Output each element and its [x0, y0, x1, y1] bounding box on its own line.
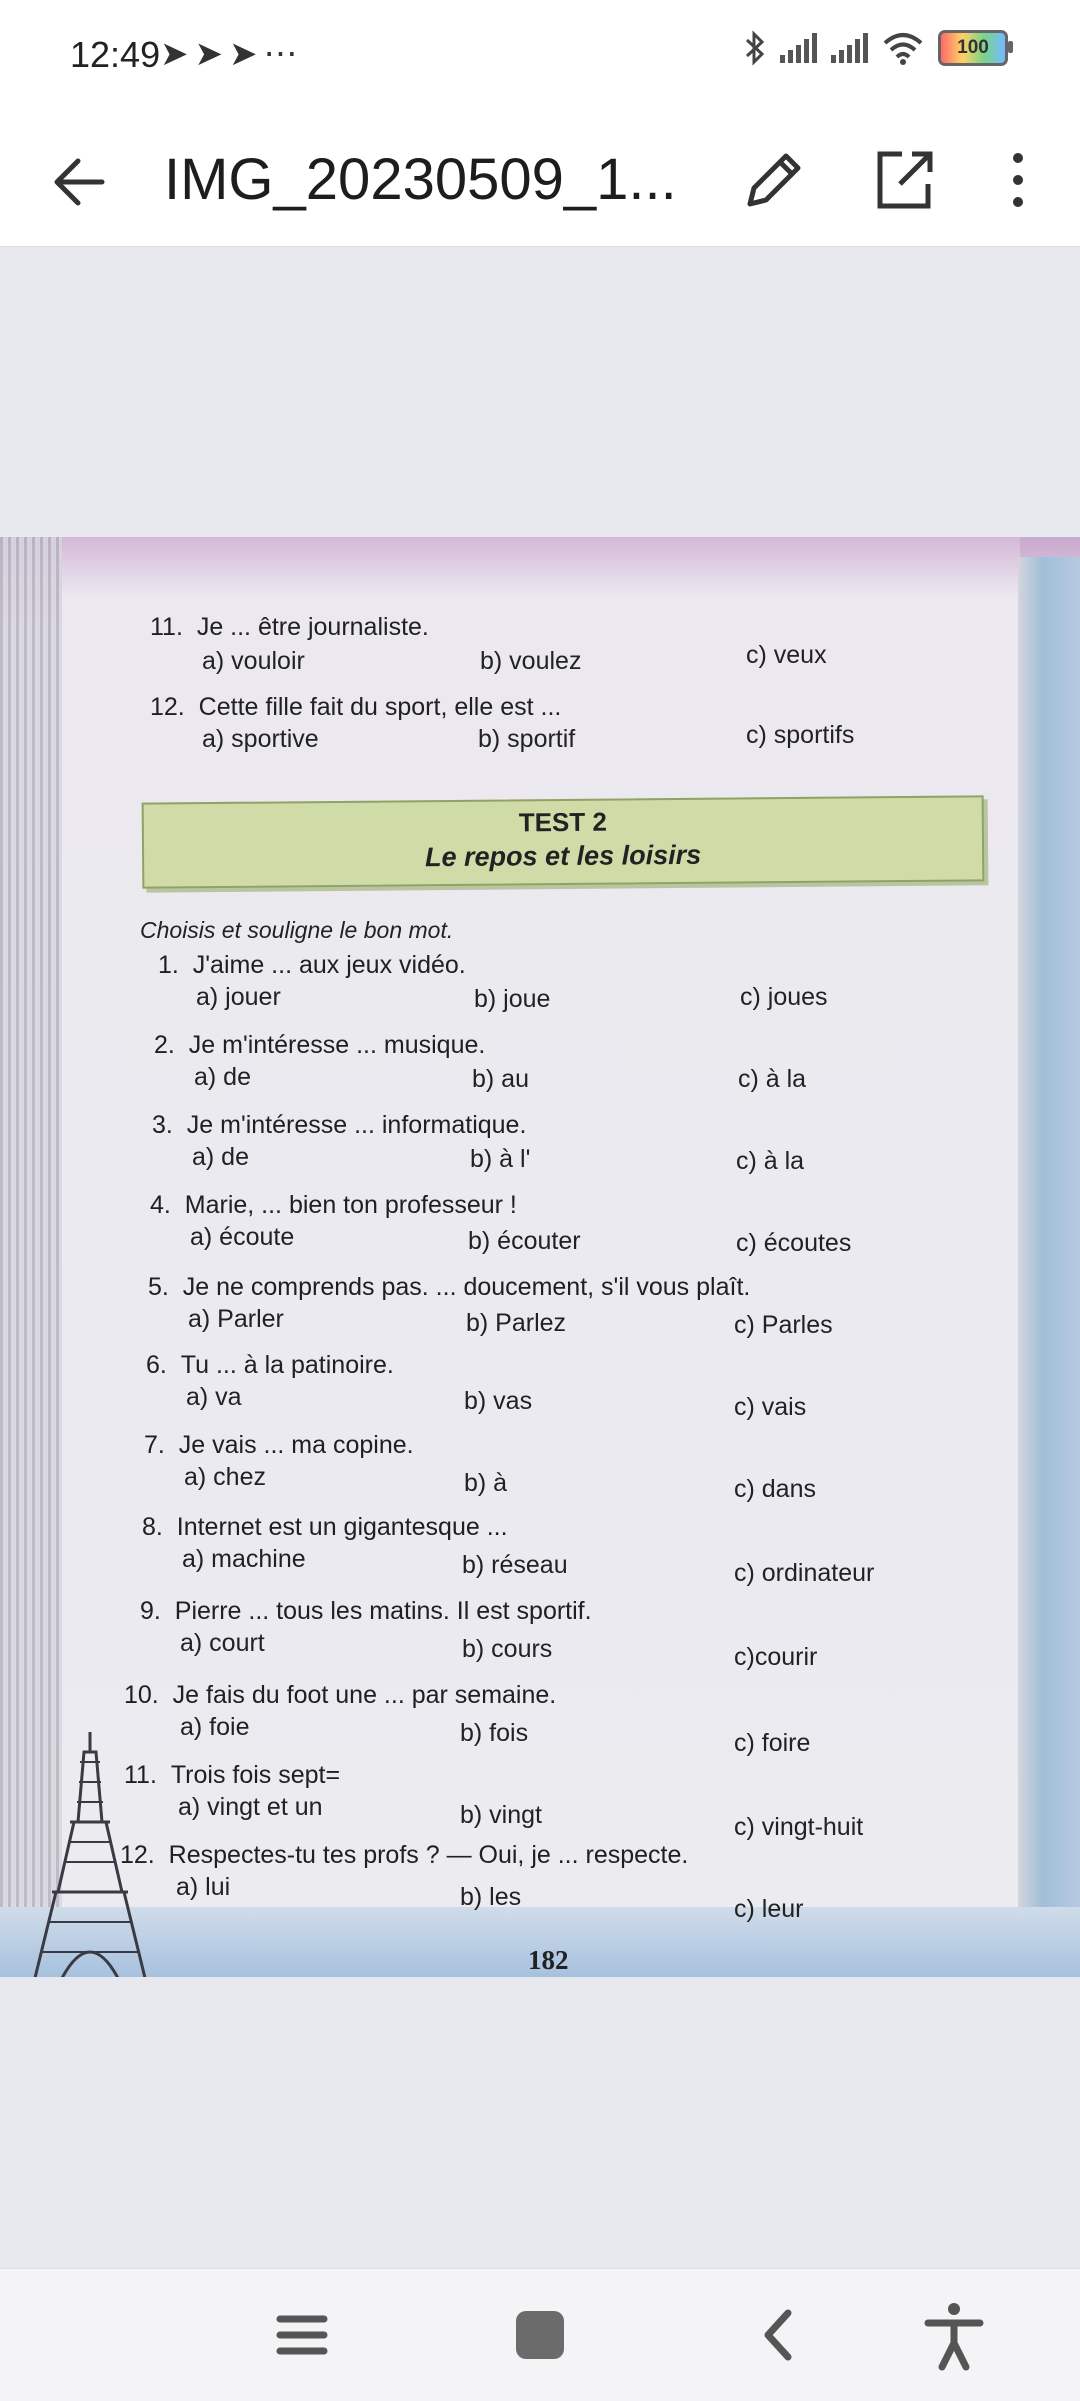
- open-external-button[interactable]: [868, 142, 940, 218]
- option-b: b) écouter: [468, 1227, 581, 1255]
- book-next-page-edge: [1018, 557, 1080, 1977]
- arrow-back-icon: [44, 146, 116, 218]
- option-a: a) jouer: [196, 983, 281, 1011]
- option-a: a) sportive: [202, 725, 319, 753]
- option-b: b) cours: [462, 1635, 553, 1663]
- eiffel-tower-illustration: [30, 1732, 150, 1977]
- wifi-icon: [882, 31, 924, 65]
- option-c: c) sportifs: [746, 721, 855, 749]
- telegram-icon: ➤: [160, 35, 195, 73]
- option-c: c) à la: [736, 1147, 805, 1175]
- telegram-icon: ➤: [229, 35, 264, 73]
- option-a: a) écoute: [190, 1223, 295, 1251]
- question-12: 12. Respectes-tu tes profs ? — Oui, je ... respecte.: [120, 1841, 689, 1869]
- option-a: a) vouloir: [202, 647, 305, 675]
- question-8: 8. Internet est un gigantesque ...: [142, 1513, 508, 1541]
- test-header-box: [142, 795, 985, 888]
- back-nav-button[interactable]: [738, 2295, 818, 2375]
- option-c: c) vingt-huit: [734, 1813, 864, 1841]
- option-c: c)courir: [734, 1643, 818, 1671]
- option-b: b) réseau: [462, 1551, 568, 1579]
- option-c: c) dans: [734, 1475, 816, 1503]
- question-2: 2. Je m'intéresse ... musique.: [154, 1031, 486, 1059]
- bluetooth-icon: [744, 30, 766, 66]
- question-prev-11: 11. Je ... être journaliste.: [150, 613, 429, 641]
- option-b: b) au: [472, 1065, 529, 1093]
- option-c: c) joues: [740, 983, 828, 1011]
- question-3: 3. Je m'intéresse ... informatique.: [152, 1111, 527, 1139]
- option-a: a) machine: [182, 1545, 306, 1573]
- option-c: c) ordinateur: [734, 1559, 875, 1587]
- test-subtitle: Le repos et les loisirs: [424, 839, 702, 873]
- menu-icon: [262, 2295, 342, 2375]
- status-time: 12:49: [70, 34, 161, 75]
- option-b: b) Parlez: [466, 1309, 567, 1337]
- option-c: c) leur: [734, 1895, 804, 1923]
- question-4: 4. Marie, ... bien ton professeur !: [150, 1191, 517, 1219]
- more-notifications-icon: ⋯: [263, 35, 304, 73]
- option-a: a) court: [180, 1629, 265, 1657]
- home-button[interactable]: [500, 2295, 580, 2375]
- signal-icon: [780, 33, 817, 63]
- more-vertical-icon: [992, 142, 1044, 218]
- question-6: 6. Tu ... à la patinoire.: [146, 1351, 394, 1379]
- option-a: a) vingt et un: [178, 1793, 323, 1821]
- question-1: 1. J'aime ... aux jeux vidéo.: [158, 951, 466, 979]
- instruction-text: Choisis et souligne le bon mot.: [140, 917, 454, 943]
- question-prev-12: 12. Cette fille fait du sport, elle est ...: [150, 693, 562, 721]
- question-9: 9. Pierre ... tous les matins. Il est sportif.: [140, 1597, 592, 1625]
- option-a: a) de: [192, 1143, 249, 1171]
- question-10: 10. Je fais du foot une ... par semaine.: [124, 1681, 557, 1709]
- question-5: 5. Je ne comprends pas. ... doucement, s'il vous plaît.: [148, 1273, 751, 1301]
- option-b: b) vas: [464, 1387, 533, 1415]
- battery-indicator: 100: [938, 30, 1008, 66]
- option-b: b) vingt: [460, 1801, 542, 1829]
- option-a: a) foie: [180, 1713, 250, 1741]
- page-title: IMG_20230509_1...: [164, 147, 677, 212]
- more-options-button[interactable]: [992, 142, 1044, 218]
- option-c: c) veux: [746, 641, 827, 669]
- option-c: c) foire: [734, 1729, 811, 1757]
- recent-apps-button[interactable]: [262, 2295, 342, 2375]
- back-button[interactable]: [44, 146, 116, 218]
- option-c: c) vais: [734, 1393, 807, 1421]
- home-icon: [500, 2295, 580, 2375]
- accessibility-button[interactable]: [914, 2295, 994, 2375]
- status-right: [744, 30, 1008, 66]
- accessibility-icon: [914, 2295, 994, 2375]
- option-a: a) de: [194, 1063, 251, 1091]
- system-navigation-bar: [0, 2268, 1080, 2401]
- test-title: TEST 2: [518, 806, 608, 838]
- option-a: a) Parler: [188, 1305, 284, 1333]
- option-a: a) va: [186, 1383, 242, 1411]
- option-b: b) les: [460, 1883, 522, 1911]
- option-c: c) à la: [738, 1065, 807, 1093]
- option-a: a) lui: [176, 1873, 231, 1901]
- edit-button[interactable]: [736, 142, 808, 218]
- status-bar: [0, 0, 1080, 118]
- signal-icon: [831, 33, 868, 63]
- question-7: 7. Je vais ... ma copine.: [144, 1431, 414, 1459]
- photo-viewer[interactable]: [0, 537, 1080, 1977]
- option-b: b) à: [464, 1469, 508, 1497]
- question-11: 11. Trois fois sept=: [124, 1761, 341, 1789]
- option-c: c) Parles: [734, 1311, 833, 1339]
- telegram-icon: ➤: [194, 35, 229, 73]
- notification-icons: [160, 34, 304, 74]
- option-b: b) à l': [470, 1145, 531, 1173]
- open-external-icon: [868, 142, 940, 218]
- option-b: b) voulez: [480, 647, 582, 675]
- option-a: a) chez: [184, 1463, 266, 1491]
- option-b: b) sportif: [478, 725, 576, 753]
- top-app-bar: [0, 118, 1080, 247]
- pencil-icon: [736, 142, 808, 218]
- back-icon: [738, 2295, 818, 2375]
- page-number: 182: [528, 1945, 569, 1975]
- option-b: b) fois: [460, 1719, 529, 1747]
- option-c: c) écoutes: [736, 1229, 852, 1257]
- option-b: b) joue: [474, 985, 551, 1013]
